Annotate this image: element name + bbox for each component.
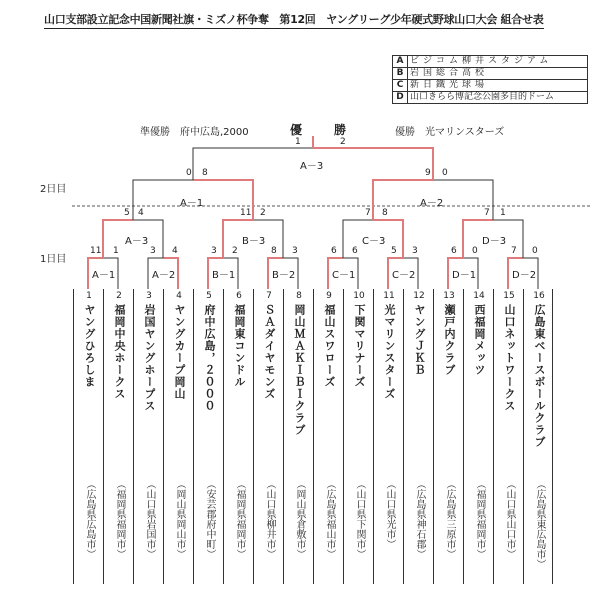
team-number: 11 bbox=[383, 291, 395, 301]
team-home: （広島県三原市） bbox=[444, 479, 455, 559]
team-home: （福岡県福岡市） bbox=[234, 479, 245, 559]
r1-score-left: 8 bbox=[271, 246, 277, 256]
team-number: 7 bbox=[266, 291, 272, 301]
team-number: 6 bbox=[236, 291, 242, 301]
qf1-id: A－3 bbox=[125, 236, 149, 247]
r1-score-left: 3 bbox=[211, 246, 217, 256]
champion-label: 優 勝 bbox=[290, 123, 357, 137]
r1-score-right: 4 bbox=[172, 246, 178, 256]
r1-score-right: 1 bbox=[113, 246, 119, 256]
team-home: （福岡県福岡市） bbox=[114, 479, 125, 559]
team-column bbox=[373, 289, 403, 584]
final-score-left: 1 bbox=[295, 137, 301, 147]
qf4-score-right: 1 bbox=[500, 208, 506, 218]
team-number: 10 bbox=[353, 291, 365, 301]
runner-up: 準優勝 府中広島,2000 bbox=[140, 127, 249, 138]
qf2-score-right: 2 bbox=[260, 208, 266, 218]
team-home: （広島県東広島市） bbox=[534, 479, 545, 569]
team-name: 山口ネットワークス bbox=[503, 304, 516, 412]
venue-key: C bbox=[393, 80, 408, 92]
team-number: 2 bbox=[116, 291, 122, 301]
team-number: 9 bbox=[326, 291, 332, 301]
team-column bbox=[283, 289, 313, 584]
r1-id: B－2 bbox=[272, 270, 296, 281]
team-column bbox=[223, 289, 253, 584]
team-number: 13 bbox=[443, 291, 455, 301]
sf2-id: A－2 bbox=[420, 198, 444, 209]
r1-id: B－1 bbox=[212, 270, 236, 281]
page-title: 山口支部設立記念中国新聞社旗・ミズノ杯争奪 第12回 ヤングリーグ少年硬式野球山口大会 組合せ表 bbox=[44, 11, 544, 29]
team-column bbox=[523, 289, 553, 584]
team-column bbox=[73, 289, 103, 584]
venue-key: A bbox=[393, 56, 408, 68]
team-name: 下関マリナーズ bbox=[353, 304, 366, 388]
day2-label: 2日目 bbox=[40, 184, 67, 195]
qf2-id: B－3 bbox=[242, 236, 266, 247]
team-name: ヤングひろしま bbox=[83, 304, 96, 388]
team-home: （広島県福山市） bbox=[324, 479, 335, 559]
team-number: 15 bbox=[503, 291, 515, 301]
team-name: ヤングＪＫＢ bbox=[413, 304, 426, 376]
team-column bbox=[103, 289, 133, 584]
team-home: （広島県広島市） bbox=[84, 479, 95, 559]
final-id: A－3 bbox=[300, 161, 324, 172]
team-name: 広島東ベースボールクラブ bbox=[533, 304, 546, 448]
team-number: 3 bbox=[146, 291, 152, 301]
team-column bbox=[493, 289, 523, 584]
team-name: 福岡中央ホークス bbox=[113, 304, 126, 400]
team-column bbox=[313, 289, 343, 584]
r1-score-left: 7 bbox=[511, 246, 517, 256]
team-name: ヤングカープ岡山 bbox=[173, 304, 186, 400]
team-name: 府中広島，２０００ bbox=[203, 304, 216, 412]
r1-score-right: 6 bbox=[352, 246, 358, 256]
team-number: 14 bbox=[473, 291, 485, 301]
qf1-score-right: 4 bbox=[138, 208, 144, 218]
day1-label: 1日目 bbox=[40, 254, 67, 265]
qf1-score-left: 5 bbox=[124, 208, 130, 218]
team-number: 16 bbox=[533, 291, 545, 301]
team-home: （山口県山口市） bbox=[504, 479, 515, 559]
qf2-score-left: 11 bbox=[240, 208, 252, 218]
venue-name: ビジコム柳井スタジアム bbox=[408, 56, 588, 68]
r1-id: C－2 bbox=[392, 270, 416, 281]
team-column bbox=[133, 289, 163, 584]
r1-score-left: 11 bbox=[90, 246, 102, 256]
team-home: （福岡県福岡市） bbox=[474, 479, 485, 559]
team-column bbox=[463, 289, 493, 584]
r1-score-right: 0 bbox=[532, 246, 538, 256]
r1-score-left: 6 bbox=[451, 246, 457, 256]
r1-id: D－1 bbox=[452, 270, 477, 281]
team-number: 8 bbox=[296, 291, 302, 301]
winner: 優勝 光マリンスターズ bbox=[395, 127, 505, 138]
team-column bbox=[193, 289, 223, 584]
team-name: 岡山ＭＡＫＩＢＩクラブ bbox=[293, 304, 306, 436]
sf1-score-left: 0 bbox=[186, 168, 192, 178]
team-name: 岩国ヤングホープス bbox=[143, 304, 156, 412]
team-column bbox=[163, 289, 193, 584]
team-number: 1 bbox=[86, 291, 92, 301]
team-column bbox=[343, 289, 373, 584]
r1-id: D－2 bbox=[512, 270, 537, 281]
venue-key: B bbox=[393, 68, 408, 80]
sf1-score-right: 8 bbox=[202, 168, 208, 178]
qf3-score-right: 8 bbox=[382, 208, 388, 218]
team-column bbox=[433, 289, 463, 584]
r1-score-left: 6 bbox=[331, 246, 337, 256]
r1-score-right: 0 bbox=[472, 246, 478, 256]
r1-score-left: 5 bbox=[391, 246, 397, 256]
team-home: （岡山県岡山市） bbox=[174, 479, 185, 559]
qf3-score-left: 7 bbox=[365, 208, 371, 218]
r1-id: A－2 bbox=[152, 270, 176, 281]
team-name: ＳＡダイヤモンズ bbox=[263, 304, 276, 400]
team-name: 瀬戸内クラブ bbox=[443, 304, 456, 376]
team-column bbox=[403, 289, 433, 584]
venue-name: 新日鐵光球場 bbox=[408, 80, 588, 92]
r1-score-right: 3 bbox=[412, 246, 418, 256]
team-number: 5 bbox=[206, 291, 212, 301]
venue-name: 山口きらら博記念公園多目的ドーム bbox=[408, 92, 588, 104]
team-number: 4 bbox=[176, 291, 182, 301]
qf4-score-left: 7 bbox=[484, 208, 490, 218]
team-number: 12 bbox=[413, 291, 425, 301]
venue-key: D bbox=[393, 92, 408, 104]
team-column bbox=[253, 289, 283, 584]
team-name: 福岡東コンドル bbox=[233, 304, 246, 388]
qf4-id: D－3 bbox=[482, 236, 507, 247]
r1-score-left: 3 bbox=[150, 246, 156, 256]
sf2-score-right: 0 bbox=[442, 168, 448, 178]
team-home: （山口県下関市） bbox=[354, 479, 365, 559]
sf2-score-left: 9 bbox=[425, 168, 431, 178]
team-home: （山口県光市） bbox=[384, 479, 395, 549]
team-home: （山口県岩国市） bbox=[144, 479, 155, 559]
team-home: （岡山県倉敷市） bbox=[294, 479, 305, 559]
r1-score-right: 3 bbox=[292, 246, 298, 256]
team-home: （山口県柳井市） bbox=[264, 479, 275, 559]
team-name: 光マリンスターズ bbox=[383, 304, 396, 400]
team-name: 福山スワローズ bbox=[323, 304, 336, 388]
sf1-id: A－1 bbox=[180, 198, 204, 209]
team-home: （安芸郡府中町） bbox=[204, 479, 215, 559]
team-name: 西福岡メッツ bbox=[473, 304, 486, 376]
r1-id: A－1 bbox=[92, 270, 116, 281]
final-score-right: 2 bbox=[340, 137, 346, 147]
venue-name: 岩国総合高校 bbox=[408, 68, 588, 80]
qf3-id: C－3 bbox=[362, 236, 386, 247]
team-home: （広島県神石郡） bbox=[414, 479, 425, 559]
r1-id: C－1 bbox=[332, 270, 356, 281]
r1-score-right: 2 bbox=[232, 246, 238, 256]
